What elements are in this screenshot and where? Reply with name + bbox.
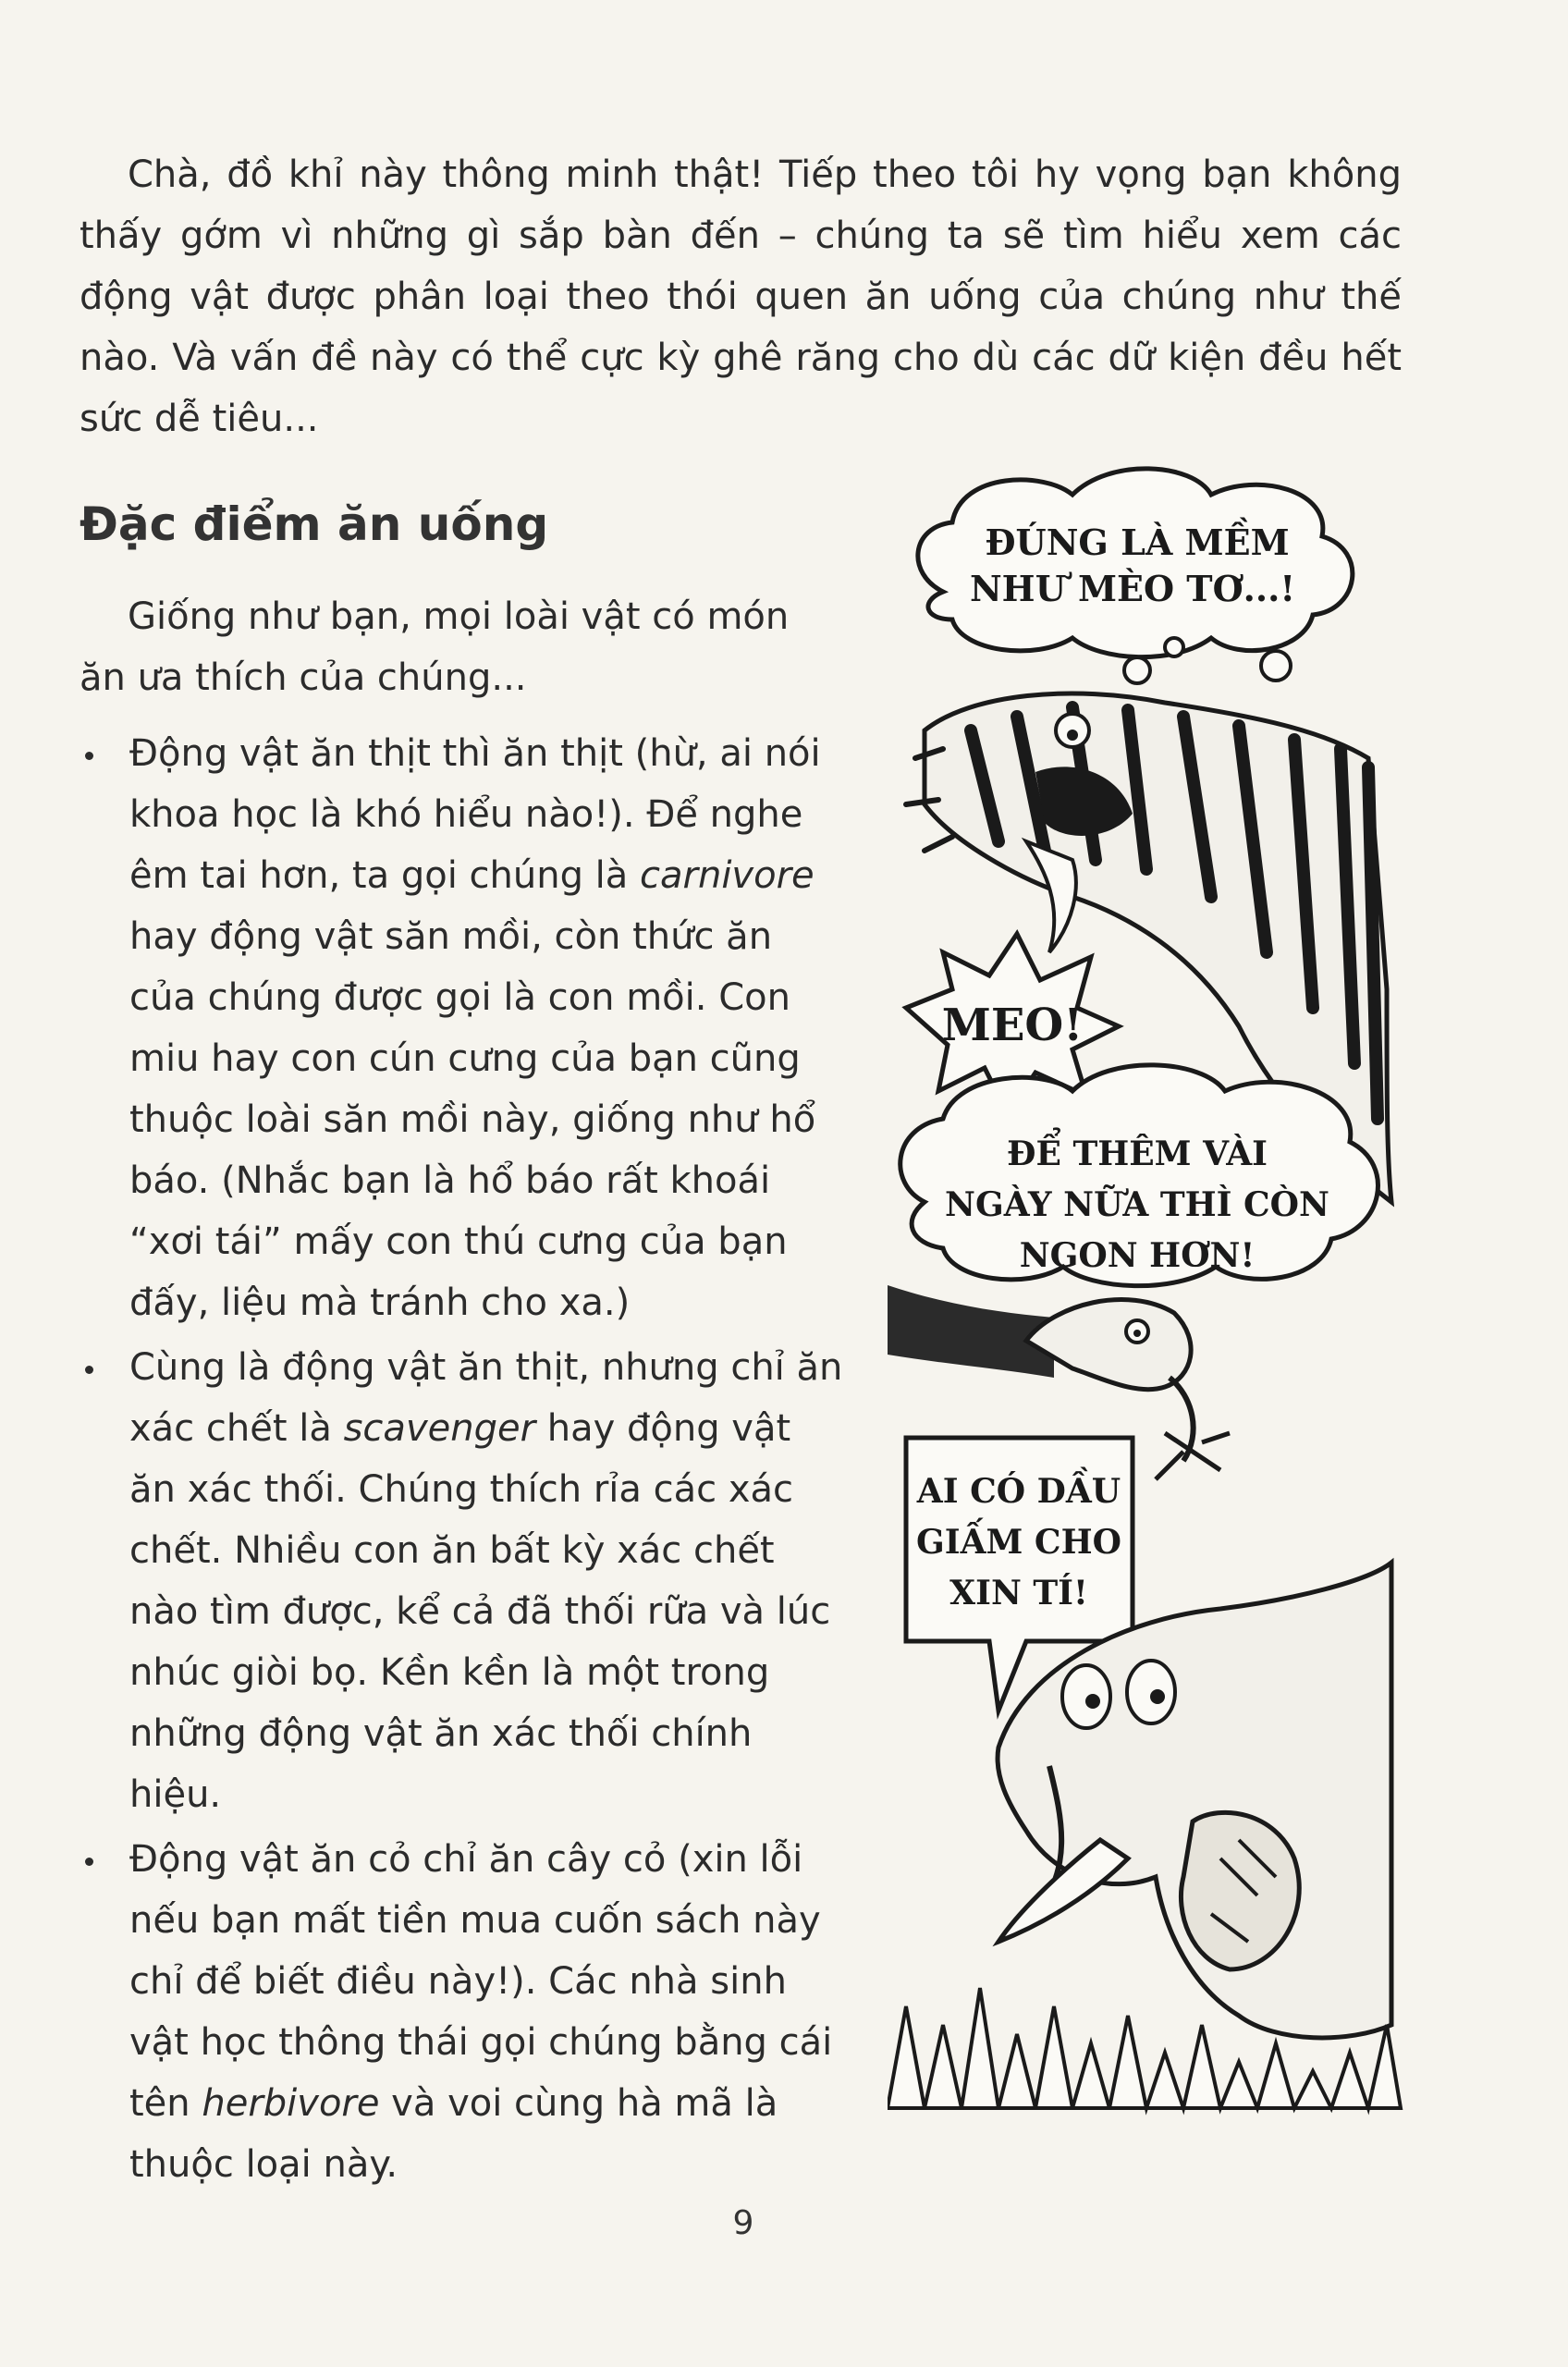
bullet-dot — [85, 1858, 93, 1866]
vulture-speech-line-2: NGÀY NỮA THÌ CÒN — [945, 1185, 1329, 1224]
elephant-speech-line-1: AI CÓ DẦU — [916, 1472, 1121, 1511]
elephant-speech-line-3: XIN TÍ! — [949, 1574, 1088, 1613]
bullet-herbivore: Động vật ăn cỏ chỉ ăn cây cỏ (xin lỗi nếu bạn mất tiền mua cuốn sách này chỉ để biết điều này!). Các nhà sinh vật học thông thái gọi chúng bằng cái tên herbivore và voi cùng hà mã là thuộc loại này. — [80, 1829, 847, 2195]
cartoon-illustration — [888, 453, 1405, 2117]
bullet-carnivore: Động vật ăn thịt thì ăn thịt (hừ, ai nói khoa học là khó hiểu nào!). Để nghe êm tai hơn, ta gọi chúng là carnivore hay động vật săn mồi, còn thức ăn của chúng được gọi là con mồi. Con miu hay con cún cưng của bạn cũng thuộc loài săn mồi này, giống như hổ báo. (Nhắc bạn là hổ báo rất khoái “xơi tái” mấy con thú cưng của bạn đấy, liệu mà tránh cho xa.) — [80, 723, 847, 1333]
term-scavenger: scavenger — [343, 1407, 536, 1450]
intro-paragraph: Chà, đồ khỉ này thông minh thật! Tiếp theo tôi hy vọng bạn không thấy gớm vì những gì sắp bàn đến – chúng ta sẽ tìm hiểu xem các động vật được phân loại theo thói quen ăn uống của chúng như thế nào. Và vấn đề này có thể cực kỳ ghê răng cho dù các dữ kiện đều hết sức dễ tiêu... — [80, 153, 1402, 440]
vulture-speech-bubble — [900, 1065, 1378, 1286]
meow-text: MEO! — [941, 1000, 1084, 1051]
tiger-thought-line-2: NHƯ MÈO TƠ...! — [969, 568, 1296, 609]
vulture-speech-line-1: ĐỂ THÊM VÀI — [1007, 1134, 1268, 1173]
bullet-dot — [85, 1366, 93, 1374]
vulture-speech-line-3: NGON HƠN! — [1019, 1236, 1256, 1275]
tiger-thought-line-1: ĐÚNG LÀ MỀM — [985, 521, 1290, 563]
page-number: 9 — [732, 2204, 754, 2242]
bullet-scavenger: Cùng là động vật ăn thịt, nhưng chỉ ăn xác chết là scavenger hay động vật ăn xác thối. Chúng thích rỉa các xác chết. Nhiều con ăn bất kỳ xác chết nào tìm được, kể cả đã thối rữa và lúc nhúc giòi bọ. Kền kền là một trong những động vật ăn xác thối chính hiệu. — [80, 1337, 847, 1825]
tiger-thought-bubble — [918, 469, 1353, 683]
term-carnivore: carnivore — [640, 854, 815, 897]
section-heading: Đặc điểm ăn uống — [80, 497, 549, 551]
term-herbivore: herbivore — [202, 2082, 380, 2125]
section-lead: Giống như bạn, mọi loài vật có món ăn ưa thích của chúng... — [80, 595, 790, 699]
elephant-speech-line-2: GIẤM CHO — [916, 1523, 1121, 1562]
bullet-dot — [85, 752, 93, 760]
feeding-types-list — [80, 723, 847, 2199]
